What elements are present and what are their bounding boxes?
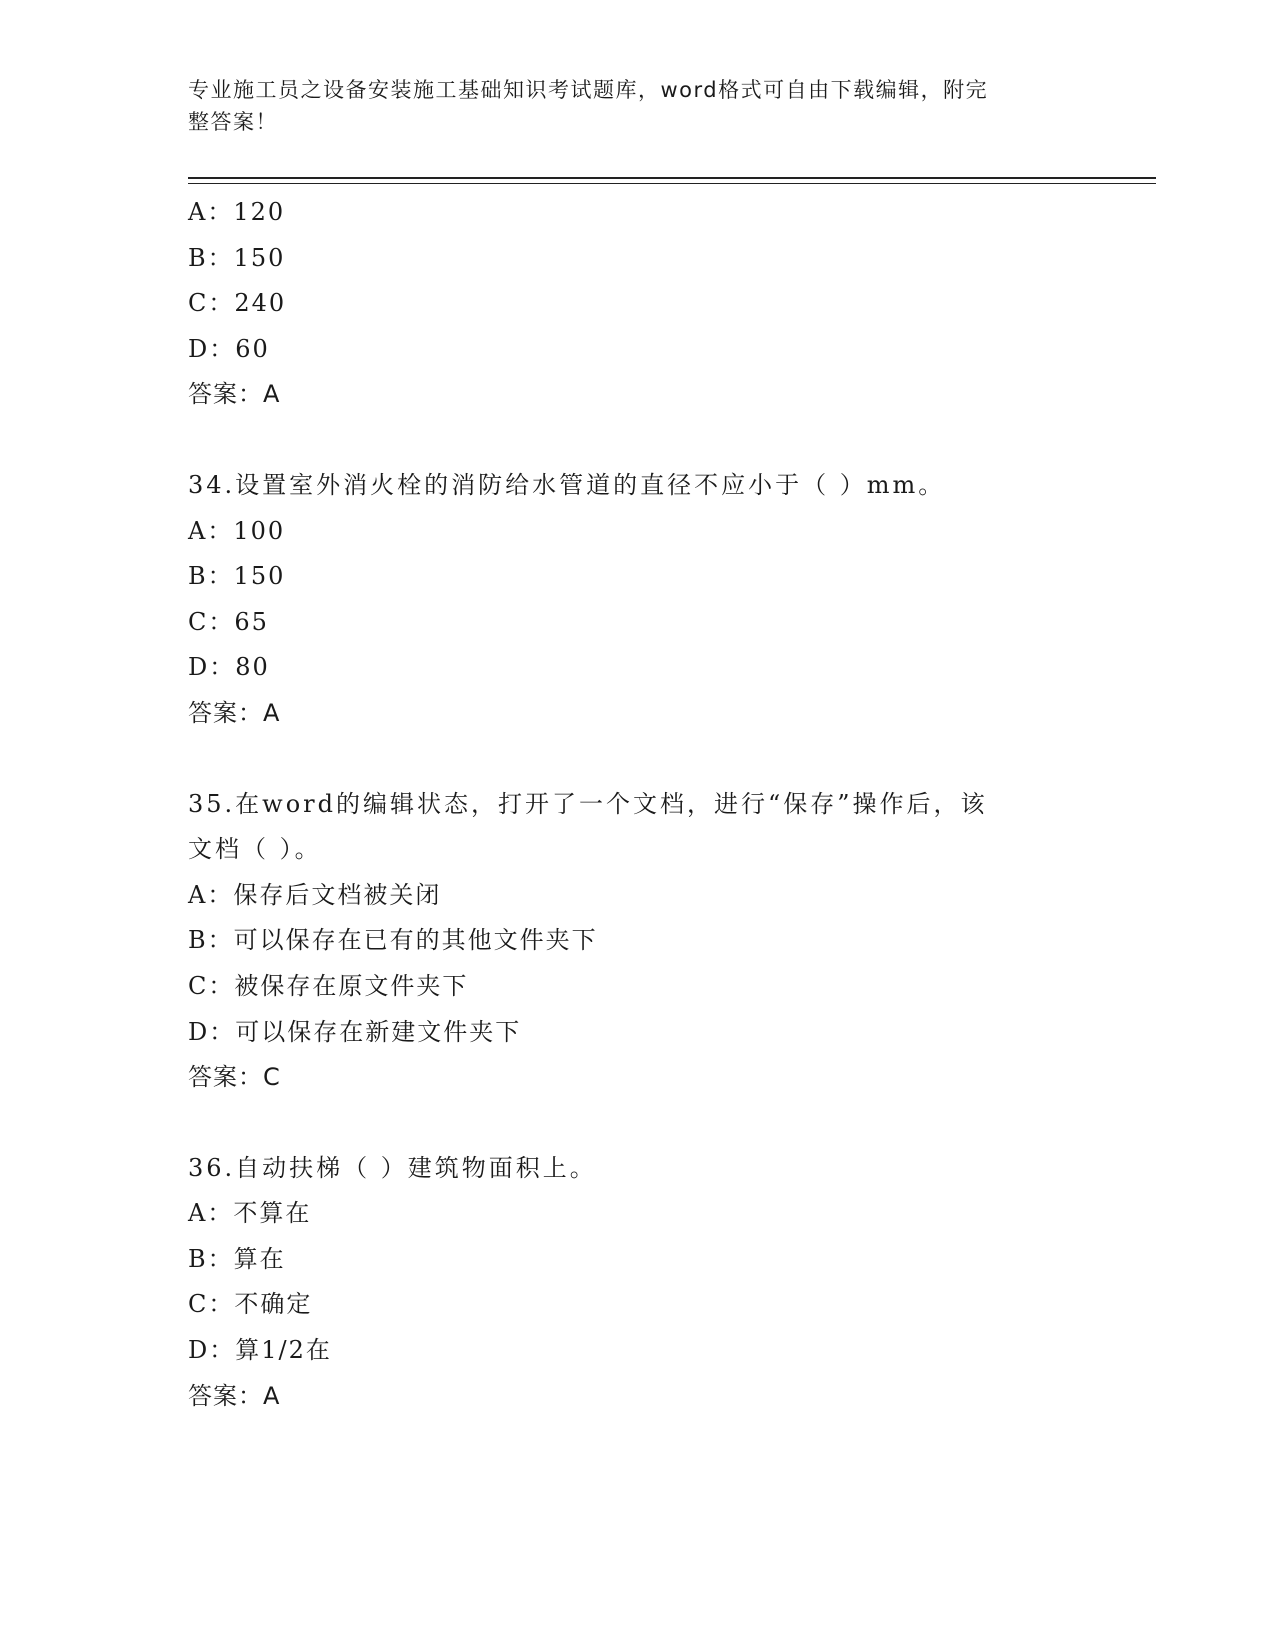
block-spacer (188, 737, 1148, 782)
option-b: B：算在 (188, 1244, 286, 1273)
block-spacer (188, 1101, 1148, 1146)
answer-line: 答案：C (188, 1063, 281, 1092)
answer-line: 答案：A (188, 1381, 281, 1410)
header-divider-thick (188, 177, 1156, 179)
option-a: A：保存后文档被关闭 (188, 880, 442, 909)
option-d: D：算1/2在 (188, 1336, 332, 1365)
block-spacer (188, 418, 1148, 463)
document-header (188, 74, 1068, 138)
question-block-34 (188, 463, 1148, 737)
question-stem-continued: 文档（ ）。 (188, 835, 322, 864)
answer-line: 答案：A (188, 380, 281, 409)
option-c: C：不确定 (188, 1290, 313, 1319)
option-b: B：可以保存在已有的其他文件夹下 (188, 926, 598, 955)
question-stem: 36.自动扶梯（ ）建筑物面积上。 (188, 1153, 597, 1182)
option-a: A：不算在 (188, 1199, 312, 1228)
option-b: B：150 (188, 243, 286, 272)
question-block-35 (188, 782, 1148, 1101)
option-c: C：240 (188, 289, 287, 318)
answer-line: 答案：A (188, 698, 281, 727)
header-line-2: 整答案！ (188, 110, 278, 134)
option-c: C：被保存在原文件夹下 (188, 971, 469, 1000)
question-stem: 34.设置室外消火栓的消防给水管道的直径不应小于（ ）mm。 (188, 470, 946, 499)
question-block-33 (188, 190, 1148, 418)
option-b: B：150 (188, 562, 286, 591)
option-a: A：100 (188, 516, 286, 545)
question-stem: 35.在word的编辑状态，打开了一个文档，进行“保存”操作后，该 (188, 789, 988, 818)
header-divider-thin (188, 183, 1156, 184)
option-c: C：65 (188, 607, 269, 636)
question-block-36 (188, 1146, 1148, 1420)
option-d: D：60 (188, 334, 270, 363)
question-list (188, 190, 1148, 1419)
option-d: D：可以保存在新建文件夹下 (188, 1017, 522, 1046)
header-line-1: 专业施工员之设备安装施工基础知识考试题库，word格式可自由下载编辑，附完 (188, 78, 989, 102)
option-a: A：120 (188, 198, 286, 226)
option-d: D：80 (188, 653, 270, 682)
